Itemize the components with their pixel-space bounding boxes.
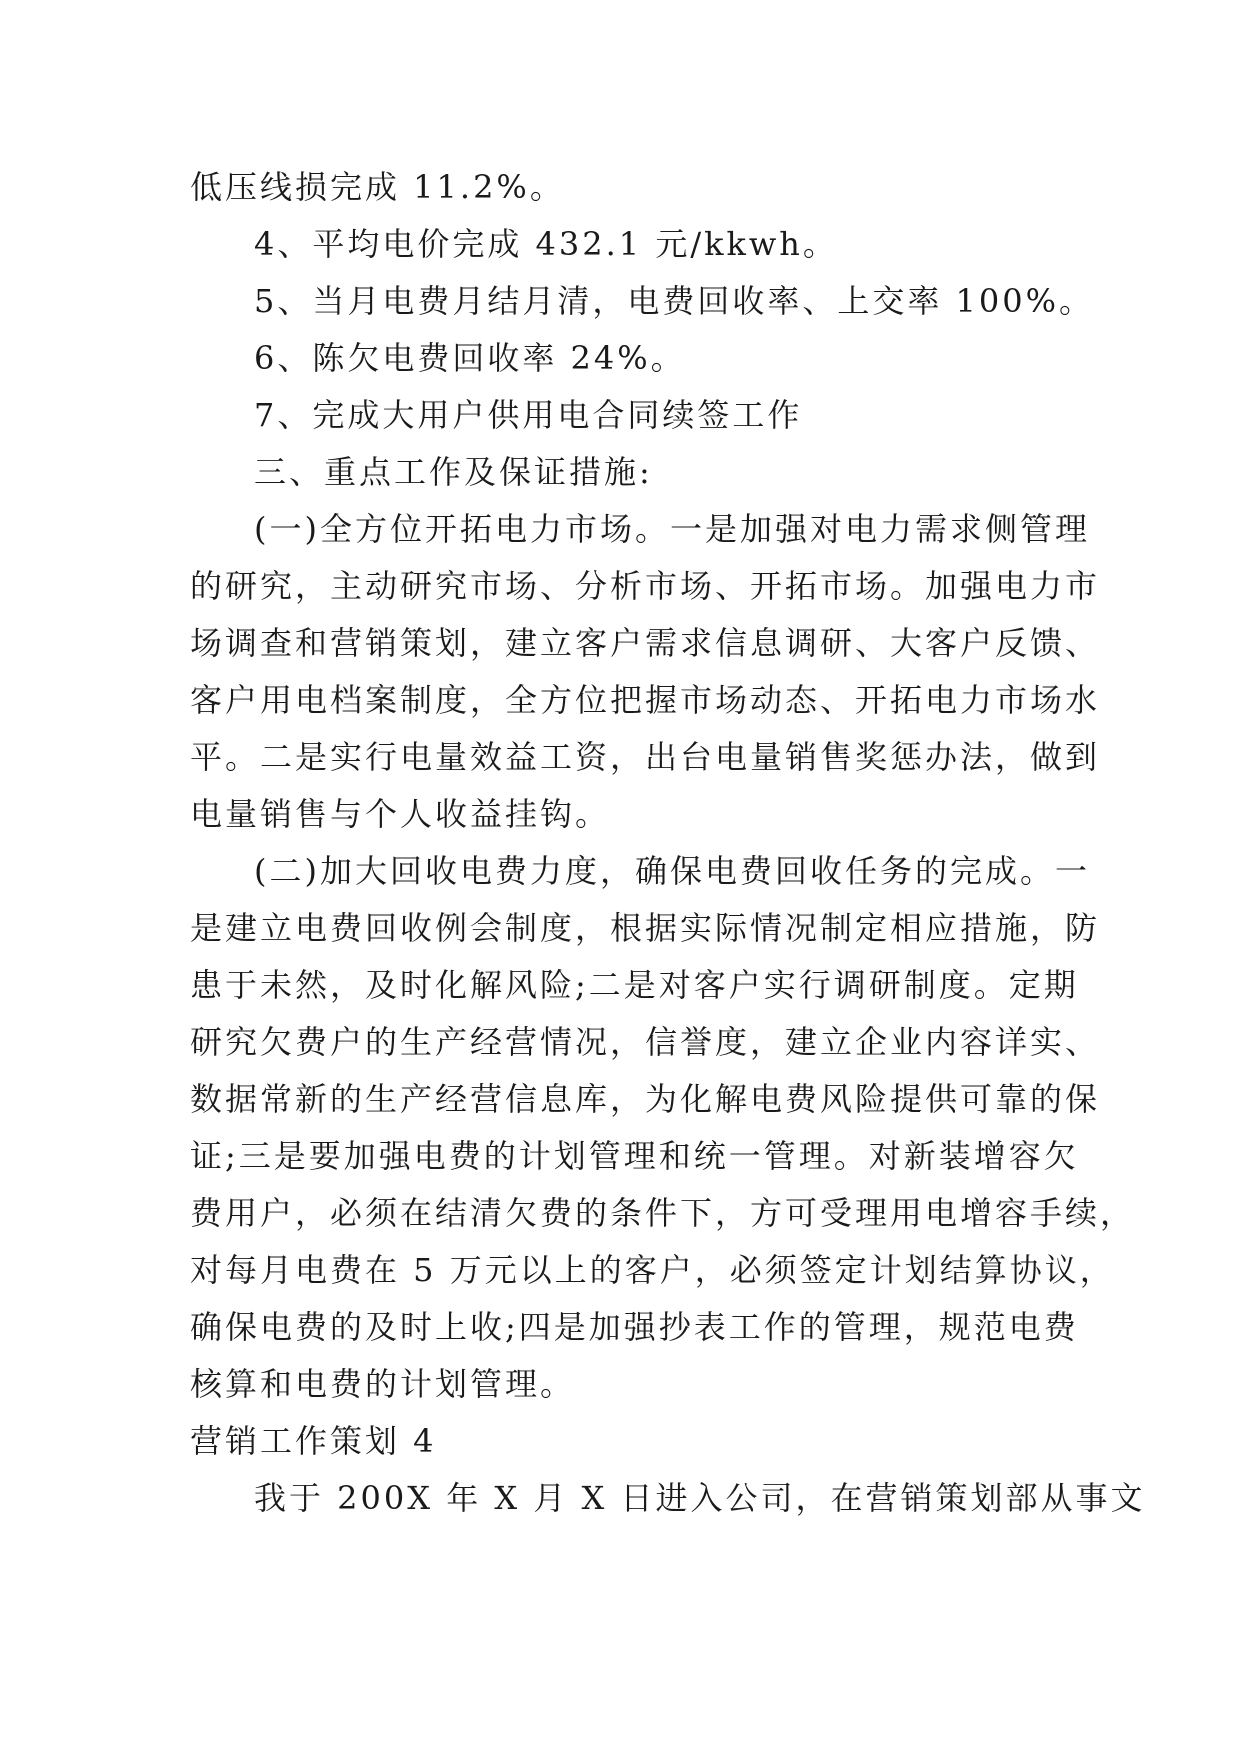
- text-line: 客户用电档案制度，全方位把握市场动态、开拓电力市场水: [190, 681, 1101, 719]
- text-line: 平。二是实行电量效益工资，出台电量销售奖惩办法，做到: [190, 738, 1101, 776]
- text-line: 我于 200X 年 X 月 X 日进入公司，在营销策划部从事文: [254, 1479, 1146, 1517]
- text-line: 对每月电费在 5 万元以上的客户，必须签定计划结算协议，: [190, 1251, 1115, 1289]
- text-line: 营销工作策划 4: [190, 1422, 437, 1460]
- text-line: 场调查和营销策划，建立客户需求信息调研、大客户反馈、: [190, 624, 1101, 662]
- text-line: 三、重点工作及保证措施:: [254, 453, 653, 491]
- text-line: 5、当月电费月结月清，电费回收率、上交率 100%。: [254, 282, 1095, 320]
- text-line: 核算和电费的计划管理。: [190, 1365, 576, 1403]
- document-body: [190, 159, 1146, 1527]
- text-line: 低压线损完成 11.2%。: [190, 168, 565, 206]
- text-line: 数据常新的生产经营信息库，为化解电费风险提供可靠的保: [190, 1080, 1101, 1118]
- text-line: 4、平均电价完成 432.1 元/kkwh。: [254, 225, 838, 263]
- text-line: 7、完成大用户供用电合同续签工作: [254, 396, 803, 434]
- text-line: 6、陈欠电费回收率 24%。: [254, 339, 686, 377]
- text-line: 电量销售与个人收益挂钩。: [190, 795, 611, 833]
- text-line: 证;三是要加强电费的计划管理和统一管理。对新装增容欠: [190, 1137, 1079, 1175]
- text-line: (二)加大回收电费力度，确保电费回收任务的完成。一: [254, 852, 1090, 890]
- text-line: (一)全方位开拓电力市场。一是加强对电力需求侧管理: [254, 510, 1090, 548]
- text-line: 研究欠费户的生产经营情况，信誉度，建立企业内容详实、: [190, 1023, 1101, 1061]
- text-line: 的研究，主动研究市场、分析市场、开拓市场。加强电力市: [190, 567, 1101, 605]
- text-line: 费用户，必须在结清欠费的条件下，方可受理用电增容手续，: [190, 1194, 1136, 1232]
- text-line: 确保电费的及时上收;四是加强抄表工作的管理，规范电费: [190, 1308, 1079, 1346]
- text-line: 是建立电费回收例会制度，根据实际情况制定相应措施，防: [190, 909, 1101, 947]
- text-line: 患于未然，及时化解风险;二是对客户实行调研制度。定期: [190, 966, 1079, 1004]
